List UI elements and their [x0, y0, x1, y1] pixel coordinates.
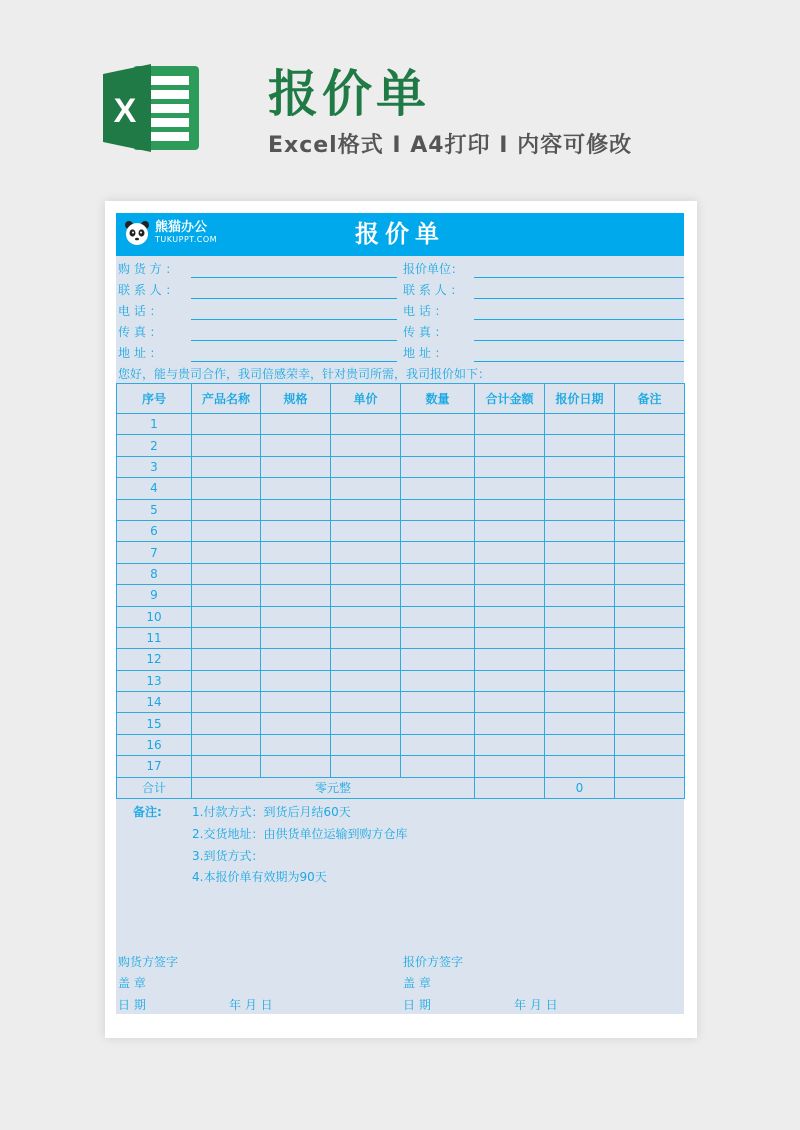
table-cell[interactable] [401, 627, 475, 648]
table-cell[interactable] [261, 692, 331, 713]
table-cell[interactable] [545, 734, 615, 755]
table-row [117, 649, 685, 670]
table-cell[interactable] [261, 585, 331, 606]
table-cell[interactable] [192, 499, 261, 520]
buyer-date-label: 日 期 [118, 998, 146, 1012]
table-cell[interactable] [192, 692, 261, 713]
table-cell[interactable] [192, 456, 261, 477]
brand-url: TUKUPPT.COM [155, 235, 218, 244]
col-header-unit-price: 单价 [331, 384, 401, 414]
table-cell[interactable] [475, 456, 545, 477]
sheet-title: 报价单 [355, 220, 445, 248]
table-cell[interactable] [261, 606, 331, 627]
row-index: 10 [117, 606, 192, 627]
row-index: 4 [117, 478, 192, 499]
table-cell[interactable] [615, 414, 685, 435]
total-notes[interactable] [615, 777, 685, 798]
remark-item: 4.本报价单有效期为90天 [192, 870, 327, 884]
row-index: 9 [117, 585, 192, 606]
table-cell[interactable] [331, 692, 401, 713]
table-row [117, 499, 685, 520]
table-cell[interactable] [261, 563, 331, 584]
table-cell[interactable] [545, 542, 615, 563]
col-header-date: 报价日期 [545, 384, 615, 414]
table-cell[interactable] [401, 542, 475, 563]
table-row [117, 478, 685, 499]
table-cell[interactable] [192, 563, 261, 584]
row-index: 15 [117, 713, 192, 734]
col-header-product: 产品名称 [192, 384, 261, 414]
table-cell[interactable] [545, 456, 615, 477]
table-cell[interactable] [615, 456, 685, 477]
table-cell[interactable] [261, 649, 331, 670]
table-cell[interactable] [331, 756, 401, 777]
table-cell[interactable] [331, 734, 401, 755]
table-cell[interactable] [475, 585, 545, 606]
row-index: 12 [117, 649, 192, 670]
quote-sheet [116, 213, 684, 1014]
table-cell[interactable] [331, 478, 401, 499]
table-cell[interactable] [545, 670, 615, 691]
table-cell[interactable] [545, 713, 615, 734]
table-cell[interactable] [261, 713, 331, 734]
table-cell[interactable] [475, 563, 545, 584]
seller-phone-label: 电 话 ： [403, 304, 447, 318]
table-cell[interactable] [545, 585, 615, 606]
table-cell[interactable] [615, 606, 685, 627]
table-cell[interactable] [401, 692, 475, 713]
table-cell[interactable] [261, 435, 331, 456]
table-cell[interactable] [615, 585, 685, 606]
table-cell[interactable] [545, 499, 615, 520]
svg-text:X: X [113, 92, 137, 130]
fax-label: 传 真 ： [118, 325, 162, 339]
table-header-row [117, 384, 685, 414]
table-cell[interactable] [192, 435, 261, 456]
table-row [117, 456, 685, 477]
table-row [117, 670, 685, 691]
table-cell[interactable] [192, 520, 261, 541]
info-row [116, 341, 684, 362]
table-cell[interactable] [401, 478, 475, 499]
table-cell[interactable] [401, 585, 475, 606]
table-cell[interactable] [475, 627, 545, 648]
remark-item: 2.交货地址：由供货单位运输到购方仓库 [192, 827, 408, 841]
seller-signature-label: 报价方签字 [403, 955, 464, 969]
table-cell[interactable] [261, 670, 331, 691]
table-cell[interactable] [401, 414, 475, 435]
table-row [117, 606, 685, 627]
table-cell[interactable] [401, 649, 475, 670]
table-cell[interactable] [615, 756, 685, 777]
total-spacer [475, 777, 545, 798]
table-cell[interactable] [331, 713, 401, 734]
excel-icon [103, 60, 203, 156]
table-cell[interactable] [401, 670, 475, 691]
remarks-label: 备注: [133, 805, 162, 819]
table-cell[interactable] [192, 585, 261, 606]
remark-item: 1.付款方式：到货后月结60天 [192, 805, 351, 819]
table-row [117, 435, 685, 456]
buyer-signature-label: 购货方签字 [118, 955, 179, 969]
table-row [117, 563, 685, 584]
seller-date-fields: 年 月 日 [514, 998, 558, 1012]
table-cell[interactable] [615, 627, 685, 648]
table-cell[interactable] [475, 692, 545, 713]
table-cell[interactable] [192, 627, 261, 648]
table-cell[interactable] [615, 520, 685, 541]
table-cell[interactable] [615, 713, 685, 734]
col-header-amount: 合计金额 [475, 384, 545, 414]
buyer-date-fields: 年 月 日 [229, 998, 273, 1012]
table-row [117, 734, 685, 755]
seller-fax-label: 传 真 ： [403, 325, 447, 339]
total-row [117, 777, 685, 798]
table-cell[interactable] [261, 414, 331, 435]
table-cell[interactable] [615, 499, 685, 520]
address-label: 地 址 ： [118, 346, 162, 360]
table-cell[interactable] [545, 478, 615, 499]
table-cell[interactable] [401, 499, 475, 520]
table-cell[interactable] [331, 606, 401, 627]
table-cell[interactable] [615, 692, 685, 713]
table-cell[interactable] [475, 435, 545, 456]
table-cell[interactable] [331, 585, 401, 606]
col-header-index: 序号 [117, 384, 192, 414]
table-cell[interactable] [331, 499, 401, 520]
table-cell[interactable] [615, 478, 685, 499]
table-cell[interactable] [192, 649, 261, 670]
table-cell[interactable] [615, 435, 685, 456]
table-cell[interactable] [261, 499, 331, 520]
row-index: 13 [117, 670, 192, 691]
table-cell[interactable] [475, 670, 545, 691]
table-body [117, 414, 685, 778]
table-cell[interactable] [545, 606, 615, 627]
table-cell[interactable] [261, 456, 331, 477]
row-index: 8 [117, 563, 192, 584]
table-cell[interactable] [475, 520, 545, 541]
table-cell[interactable] [331, 542, 401, 563]
row-index: 6 [117, 520, 192, 541]
table-cell[interactable] [615, 563, 685, 584]
table-cell[interactable] [475, 606, 545, 627]
total-label: 合计 [117, 777, 192, 798]
table-cell[interactable] [401, 435, 475, 456]
table-cell[interactable] [192, 734, 261, 755]
table-cell[interactable] [261, 734, 331, 755]
total-value[interactable]: 0 [545, 777, 615, 798]
seller-stamp-label: 盖 章 [403, 976, 431, 990]
table-row [117, 692, 685, 713]
table-cell[interactable] [545, 520, 615, 541]
table-cell[interactable] [192, 670, 261, 691]
row-index: 11 [117, 627, 192, 648]
table-cell[interactable] [261, 478, 331, 499]
table-cell[interactable] [615, 734, 685, 755]
table-cell[interactable] [192, 713, 261, 734]
table-cell[interactable] [401, 606, 475, 627]
brand-name: 熊猫办公 [155, 220, 208, 235]
table-cell[interactable] [331, 670, 401, 691]
seller-address-label: 地 址 ： [403, 346, 447, 360]
table-cell[interactable] [615, 542, 685, 563]
table-cell[interactable] [331, 435, 401, 456]
table-cell[interactable] [475, 499, 545, 520]
col-header-spec: 规格 [261, 384, 331, 414]
table-row [117, 414, 685, 435]
info-row [116, 257, 684, 278]
table-cell[interactable] [401, 713, 475, 734]
row-index: 5 [117, 499, 192, 520]
row-index: 16 [117, 734, 192, 755]
quote-table [116, 383, 685, 799]
total-words[interactable]: 零元整 [192, 777, 475, 798]
row-index: 3 [117, 456, 192, 477]
buyer-label: 购 货 方 ： [118, 262, 178, 276]
table-cell[interactable] [545, 627, 615, 648]
table-cell[interactable] [475, 542, 545, 563]
table-cell[interactable] [261, 627, 331, 648]
table-cell[interactable] [615, 649, 685, 670]
row-index: 14 [117, 692, 192, 713]
buyer-stamp-label: 盖 章 [118, 976, 146, 990]
table-cell[interactable] [545, 692, 615, 713]
table-cell[interactable] [192, 606, 261, 627]
seller-date-label: 日 期 [403, 998, 431, 1012]
table-cell[interactable] [545, 414, 615, 435]
table-cell[interactable] [192, 756, 261, 777]
table-row [117, 520, 685, 541]
table-cell[interactable] [545, 649, 615, 670]
table-cell[interactable] [331, 649, 401, 670]
intro-text: 您好，能与贵司合作，我司倍感荣幸，针对贵司所需，我司报价如下： [118, 367, 491, 381]
remark-item: 3.到货方式： [192, 849, 264, 863]
table-cell[interactable] [475, 649, 545, 670]
table-cell[interactable] [475, 756, 545, 777]
table-cell[interactable] [331, 414, 401, 435]
promo-title: 报价单 [268, 65, 430, 123]
table-cell[interactable] [545, 563, 615, 584]
info-row [116, 299, 684, 320]
table-cell[interactable] [331, 627, 401, 648]
table-cell[interactable] [545, 435, 615, 456]
table-row [117, 627, 685, 648]
table-cell[interactable] [261, 756, 331, 777]
sheet-banner [116, 213, 684, 256]
row-index: 17 [117, 756, 192, 777]
col-header-notes: 备注 [615, 384, 685, 414]
table-cell[interactable] [192, 414, 261, 435]
table-cell[interactable] [475, 414, 545, 435]
table-cell[interactable] [615, 670, 685, 691]
info-row [116, 278, 684, 299]
promo-subtitle: Excel格式 I A4打印 I 内容可修改 [268, 133, 633, 158]
table-cell[interactable] [401, 734, 475, 755]
table-cell[interactable] [331, 456, 401, 477]
row-index: 2 [117, 435, 192, 456]
table-row [117, 756, 685, 777]
table-cell[interactable] [401, 563, 475, 584]
table-row [117, 585, 685, 606]
phone-label: 电 话 ： [118, 304, 162, 318]
table-cell[interactable] [401, 456, 475, 477]
table-cell[interactable] [401, 756, 475, 777]
table-cell[interactable] [475, 478, 545, 499]
table-cell[interactable] [331, 563, 401, 584]
row-index: 1 [117, 414, 192, 435]
seller-address-field[interactable] [474, 361, 684, 362]
table-cell[interactable] [475, 713, 545, 734]
row-index: 7 [117, 542, 192, 563]
address-field[interactable] [191, 361, 397, 362]
table-cell[interactable] [192, 542, 261, 563]
table-cell[interactable] [401, 520, 475, 541]
seller-contact-label: 联 系 人 ： [403, 283, 463, 297]
info-row [116, 320, 684, 341]
table-row [117, 713, 685, 734]
contact-label: 联 系 人 ： [118, 283, 178, 297]
table-cell[interactable] [475, 734, 545, 755]
table-cell[interactable] [331, 520, 401, 541]
seller-label: 报价单位： [403, 262, 464, 276]
table-cell[interactable] [545, 756, 615, 777]
table-cell[interactable] [261, 520, 331, 541]
table-cell[interactable] [192, 478, 261, 499]
table-cell[interactable] [261, 542, 331, 563]
table-row [117, 542, 685, 563]
col-header-quantity: 数量 [401, 384, 475, 414]
